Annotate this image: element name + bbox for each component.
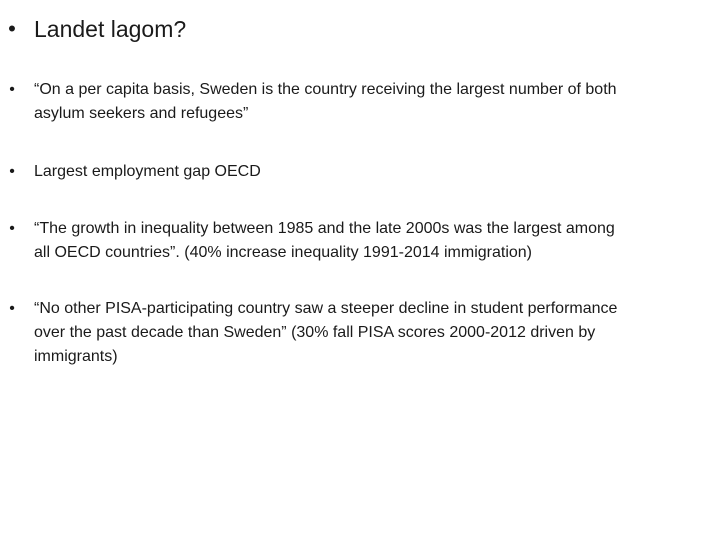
bullet-dot-icon: • [9, 163, 15, 180]
bullet-dot-icon: • [8, 16, 16, 41]
bullet-text [34, 217, 710, 265]
bullet-text [34, 160, 710, 184]
bullet-line: Largest employment gap OECD [34, 163, 261, 180]
bullet-line: asylum seekers and refugees” [34, 105, 249, 122]
bullet-line: over the past decade than Sweden” (30% fall PISA scores 2000-2012 driven by [34, 324, 596, 341]
bullet-dot-icon: • [9, 220, 15, 237]
slide-title: Landet lagom? [34, 16, 187, 42]
bullet-line: “No other PISA-participating country saw a steeper decline in student performance [34, 300, 618, 317]
bullet-line: immigrants) [34, 348, 118, 365]
bullet-line: “The growth in inequality between 1985 and the late 2000s was the largest among [34, 220, 615, 237]
bullet-dot-icon: • [9, 81, 15, 98]
bullet-text [34, 78, 710, 126]
bullet-dot-icon: • [9, 300, 15, 317]
bullet-line: all OECD countries”. (40% increase inequality 1991-2014 immigration) [34, 244, 533, 261]
bullet-text [34, 297, 710, 369]
bullet-line: “On a per capita basis, Sweden is the country receiving the largest number of both [34, 81, 617, 98]
